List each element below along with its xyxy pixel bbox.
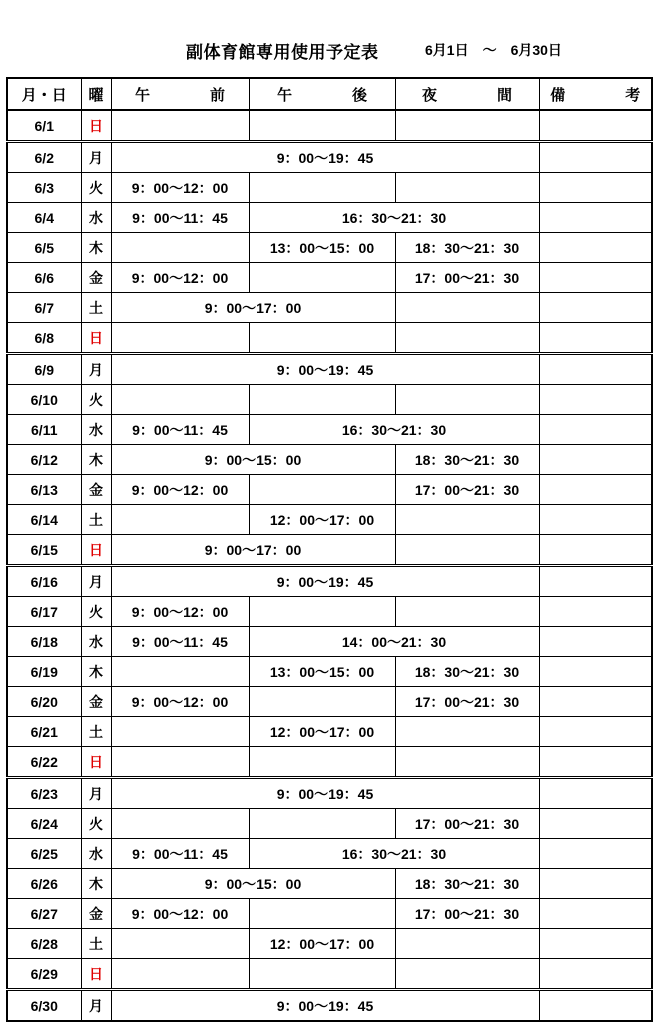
date-cell: 6/30 [7,990,81,1022]
time-slot-cell: 9：00～12：00 [111,597,249,627]
time-slot-cell [111,717,249,747]
time-slot-cell [249,173,395,203]
table-row [7,415,652,445]
header-night-1: 夜 [421,86,437,104]
date-cell: 6/5 [7,233,81,263]
date-range-tilde: ～ [482,42,497,58]
header-afternoon [249,78,395,110]
table-row [7,293,652,323]
title-row [0,38,654,64]
remarks-cell [539,385,652,415]
date-cell: 6/27 [7,899,81,929]
time-slot-cell: 18：30～21：30 [395,445,539,475]
weekday-cell: 木 [81,657,111,687]
remarks-cell [539,475,652,505]
time-slot-cell [111,505,249,535]
time-slot-cell [395,505,539,535]
time-slot-cell [395,535,539,566]
time-slot-cell [395,173,539,203]
time-slot-cell: 9：00～12：00 [111,173,249,203]
time-slot-cell: 16：30～21：30 [249,839,539,869]
date-cell: 6/9 [7,354,81,385]
date-cell: 6/15 [7,535,81,566]
weekday-cell: 水 [81,203,111,233]
time-slot-cell [395,597,539,627]
header-morning-1: 午 [134,86,150,104]
time-slot-cell: 12：00～17：00 [249,717,395,747]
remarks-cell [539,323,652,354]
time-slot-cell [111,959,249,990]
weekday-cell: 水 [81,839,111,869]
time-slot-cell: 9：00～19：45 [111,990,539,1022]
table-row [7,687,652,717]
time-slot-cell [111,385,249,415]
table-row [7,203,652,233]
table-row [7,110,652,142]
remarks-cell [539,687,652,717]
header-night-2: 間 [497,86,513,104]
time-slot-cell: 9：00～15：00 [111,445,395,475]
table-row [7,627,652,657]
table-row [7,475,652,505]
date-cell: 6/18 [7,627,81,657]
time-slot-cell [249,597,395,627]
table-row [7,385,652,415]
weekday-cell: 火 [81,385,111,415]
time-slot-cell: 17：00～21：30 [395,899,539,929]
date-cell: 6/23 [7,778,81,809]
date-cell: 6/20 [7,687,81,717]
remarks-cell [539,263,652,293]
remarks-cell [539,293,652,323]
time-slot-cell: 12：00～17：00 [249,505,395,535]
remarks-cell [539,110,652,142]
table-row [7,809,652,839]
time-slot-cell [249,809,395,839]
time-slot-cell: 9：00～11：45 [111,415,249,445]
date-cell: 6/14 [7,505,81,535]
date-cell: 6/3 [7,173,81,203]
table-row [7,959,652,990]
time-slot-cell [249,263,395,293]
time-slot-cell: 17：00～21：30 [395,809,539,839]
remarks-cell [539,415,652,445]
date-cell: 6/2 [7,142,81,173]
time-slot-cell [111,929,249,959]
table-row [7,899,652,929]
date-range-to: 6月30日 [510,42,562,58]
remarks-cell [539,657,652,687]
schedule-table [6,77,653,1022]
time-slot-cell: 14：00～21：30 [249,627,539,657]
time-slot-cell [249,959,395,990]
date-cell: 6/19 [7,657,81,687]
weekday-cell-sunday: 日 [81,110,111,142]
table-row [7,717,652,747]
table-row [7,869,652,899]
header-date: 月・日 [7,78,81,110]
remarks-cell [539,990,652,1022]
header-afternoon-1: 午 [276,86,292,104]
table-row [7,990,652,1022]
time-slot-cell [395,323,539,354]
time-slot-cell: 9：00～17：00 [111,535,395,566]
date-cell: 6/13 [7,475,81,505]
date-cell: 6/12 [7,445,81,475]
header-remarks [539,78,652,110]
weekday-cell: 木 [81,233,111,263]
table-row [7,445,652,475]
weekday-cell-sunday: 日 [81,535,111,566]
table-row [7,263,652,293]
time-slot-cell [111,747,249,778]
table-row [7,657,652,687]
time-slot-cell: 9：00～12：00 [111,899,249,929]
remarks-cell [539,445,652,475]
time-slot-cell: 9：00～19：45 [111,354,539,385]
weekday-cell: 火 [81,597,111,627]
weekday-cell: 金 [81,687,111,717]
date-cell: 6/21 [7,717,81,747]
time-slot-cell [249,747,395,778]
table-row [7,778,652,809]
time-slot-cell: 17：00～21：30 [395,475,539,505]
time-slot-cell [249,323,395,354]
table-row [7,597,652,627]
time-slot-cell: 9：00～12：00 [111,475,249,505]
table-row [7,173,652,203]
time-slot-cell: 9：00～11：45 [111,203,249,233]
weekday-cell: 水 [81,415,111,445]
weekday-cell: 木 [81,869,111,899]
time-slot-cell: 17：00～21：30 [395,687,539,717]
weekday-cell: 水 [81,627,111,657]
header-remarks-1: 備 [550,86,566,104]
weekday-cell: 月 [81,566,111,597]
remarks-cell [539,929,652,959]
time-slot-cell: 9：00～12：00 [111,687,249,717]
time-slot-cell: 9：00～15：00 [111,869,395,899]
time-slot-cell: 9：00～11：45 [111,839,249,869]
time-slot-cell [395,385,539,415]
remarks-cell [539,354,652,385]
remarks-cell [539,233,652,263]
time-slot-cell: 12：00～17：00 [249,929,395,959]
date-cell: 6/26 [7,869,81,899]
time-slot-cell [111,110,249,142]
weekday-cell: 土 [81,929,111,959]
time-slot-cell: 18：30～21：30 [395,233,539,263]
header-morning [111,78,249,110]
time-slot-cell [249,110,395,142]
header-afternoon-2: 後 [352,86,368,104]
date-cell: 6/28 [7,929,81,959]
remarks-cell [539,627,652,657]
table-row [7,505,652,535]
table-row [7,535,652,566]
table-row [7,323,652,354]
date-cell: 6/25 [7,839,81,869]
header-weekday: 曜 [81,78,111,110]
remarks-cell [539,869,652,899]
date-cell: 6/8 [7,323,81,354]
remarks-cell [539,778,652,809]
table-row [7,747,652,778]
date-cell: 6/1 [7,110,81,142]
date-range-from: 6月1日 [425,42,469,58]
time-slot-cell [395,747,539,778]
time-slot-cell: 9：00～12：00 [111,263,249,293]
table-row [7,929,652,959]
remarks-cell [539,505,652,535]
time-slot-cell [111,657,249,687]
weekday-cell: 木 [81,445,111,475]
weekday-cell: 土 [81,717,111,747]
remarks-cell [539,809,652,839]
time-slot-cell [249,687,395,717]
time-slot-cell: 16：30～21：30 [249,203,539,233]
remarks-cell [539,597,652,627]
weekday-cell: 火 [81,173,111,203]
date-cell: 6/6 [7,263,81,293]
remarks-cell [539,839,652,869]
time-slot-cell [395,959,539,990]
weekday-cell: 金 [81,899,111,929]
weekday-cell: 月 [81,142,111,173]
remarks-cell [539,535,652,566]
time-slot-cell [249,899,395,929]
time-slot-cell: 17：00～21：30 [395,263,539,293]
weekday-cell: 金 [81,263,111,293]
time-slot-cell: 9：00～11：45 [111,627,249,657]
weekday-cell: 金 [81,475,111,505]
header-row [7,78,652,110]
remarks-cell [539,717,652,747]
header-morning-2: 前 [210,86,226,104]
time-slot-cell [395,293,539,323]
date-cell: 6/10 [7,385,81,415]
time-slot-cell [111,323,249,354]
weekday-cell-sunday: 日 [81,747,111,778]
time-slot-cell: 13：00～15：00 [249,233,395,263]
date-cell: 6/17 [7,597,81,627]
remarks-cell [539,899,652,929]
weekday-cell: 月 [81,778,111,809]
time-slot-cell: 18：30～21：30 [395,657,539,687]
header-remarks-2: 考 [625,86,641,104]
table-row [7,839,652,869]
time-slot-cell [111,809,249,839]
date-cell: 6/16 [7,566,81,597]
remarks-cell [539,173,652,203]
page-title: 副体育館専用使用予定表 [186,43,379,62]
time-slot-cell [395,929,539,959]
weekday-cell: 火 [81,809,111,839]
date-cell: 6/11 [7,415,81,445]
remarks-cell [539,203,652,233]
table-row [7,566,652,597]
date-cell: 6/7 [7,293,81,323]
table-row [7,233,652,263]
table-row [7,354,652,385]
date-cell: 6/22 [7,747,81,778]
weekday-cell-sunday: 日 [81,323,111,354]
time-slot-cell [249,385,395,415]
table-row [7,142,652,173]
time-slot-cell: 16：30～21：30 [249,415,539,445]
time-slot-cell [249,475,395,505]
date-cell: 6/29 [7,959,81,990]
weekday-cell: 土 [81,293,111,323]
weekday-cell: 土 [81,505,111,535]
remarks-cell [539,747,652,778]
remarks-cell [539,566,652,597]
time-slot-cell: 18：30～21：30 [395,869,539,899]
time-slot-cell: 13：00～15：00 [249,657,395,687]
weekday-cell: 月 [81,990,111,1022]
schedule-body [7,110,652,1021]
time-slot-cell: 9：00～19：45 [111,142,539,173]
date-cell: 6/24 [7,809,81,839]
date-range [425,40,562,60]
weekday-cell: 月 [81,354,111,385]
time-slot-cell [395,717,539,747]
time-slot-cell: 9：00～17：00 [111,293,395,323]
weekday-cell-sunday: 日 [81,959,111,990]
header-night [395,78,539,110]
date-cell: 6/4 [7,203,81,233]
remarks-cell [539,959,652,990]
remarks-cell [539,142,652,173]
time-slot-cell [111,233,249,263]
time-slot-cell [395,110,539,142]
time-slot-cell: 9：00～19：45 [111,566,539,597]
time-slot-cell: 9：00～19：45 [111,778,539,809]
